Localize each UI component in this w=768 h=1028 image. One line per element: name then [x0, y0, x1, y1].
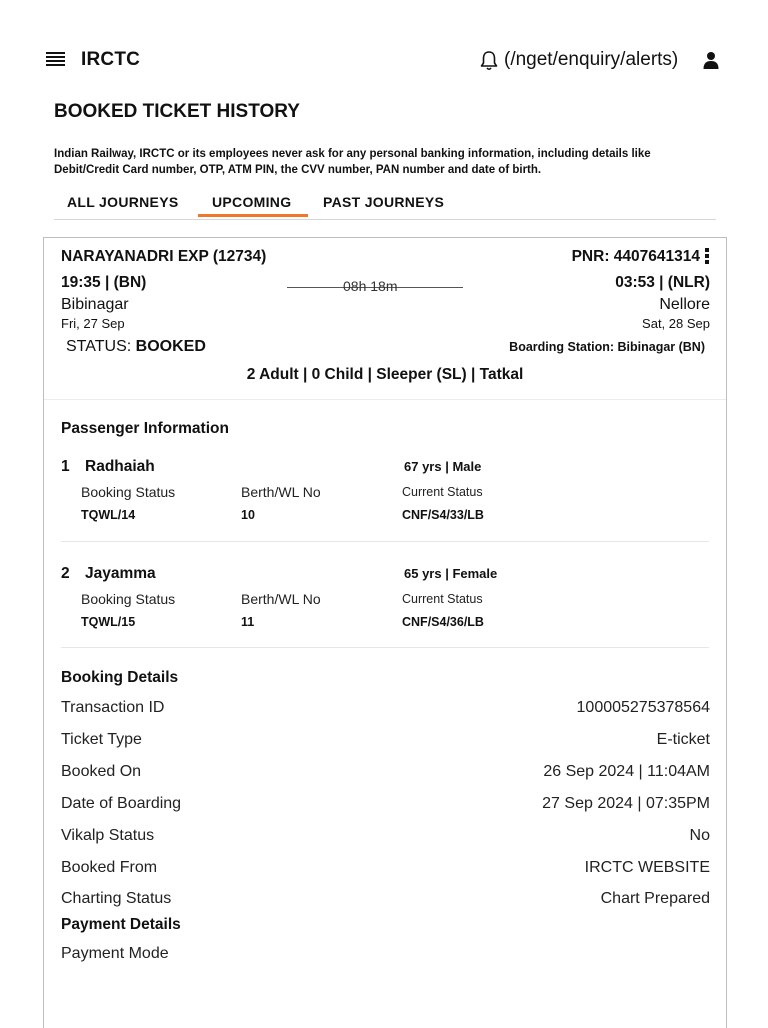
- berth-value: 11: [241, 615, 255, 629]
- detail-label: Booked On: [61, 763, 142, 780]
- arrival-date: Sat, 28 Sep: [642, 316, 710, 331]
- divider: [61, 647, 709, 648]
- security-notice: Indian Railway, IRCTC or its employees never ask for any personal banking information, including details like Debit/Credit Card number, OTP, ATM PIN, the CVV number, PAN number and date of birth.: [54, 148, 651, 176]
- passenger-age-gender: 67 yrs | Male: [404, 459, 482, 474]
- user-icon[interactable]: [702, 51, 720, 69]
- booking-status-label: Booking Status: [81, 484, 176, 500]
- payment-details-title: Payment Details: [61, 916, 181, 933]
- top-bar: [0, 38, 768, 82]
- detail-label: Date of Boarding: [61, 795, 182, 812]
- departure-date: Fri, 27 Sep: [61, 316, 125, 331]
- pnr-number: PNR: 4407641314: [571, 248, 700, 265]
- current-status-label: Current Status: [402, 485, 483, 499]
- tab-past-journeys[interactable]: PAST JOURNEYS: [323, 194, 445, 210]
- detail-label: Charting Status: [61, 890, 172, 907]
- from-station: Bibinagar: [61, 296, 129, 313]
- passenger-info-title: Passenger Information: [61, 420, 229, 437]
- transaction-id-value: 100005275378564: [576, 699, 710, 716]
- divider: [44, 399, 726, 400]
- page-title: BOOKED TICKET HISTORY: [54, 101, 300, 122]
- departure-time: 19:35 | (BN): [61, 274, 147, 291]
- journey-tabs: [54, 190, 716, 220]
- more-options-icon[interactable]: [705, 248, 710, 266]
- brand-logo-text[interactable]: IRCTC: [81, 49, 141, 70]
- current-status-value: CNF/S4/36/LB: [402, 615, 484, 629]
- booked-on-value: 26 Sep 2024 | 11:04AM: [543, 763, 710, 780]
- booking-details-title: Booking Details: [61, 669, 179, 686]
- boarding-station: Boarding Station: Bibinagar (BN): [509, 340, 705, 354]
- passenger-name: Radhaiah: [85, 458, 155, 475]
- booking-status-value: TQWL/14: [81, 508, 136, 522]
- passenger-number: 1: [61, 458, 70, 475]
- booking-status-label: Booking Status: [81, 591, 176, 607]
- booked-from-value: IRCTC WEBSITE: [584, 859, 710, 876]
- detail-label: Transaction ID: [61, 699, 165, 716]
- menu-icon[interactable]: [46, 52, 65, 68]
- passenger-number: 2: [61, 565, 70, 582]
- vikalp-status-value: No: [689, 827, 710, 844]
- charting-status-value: Chart Prepared: [600, 890, 710, 907]
- tab-all-journeys[interactable]: ALL JOURNEYS: [67, 194, 179, 210]
- status-value: BOOKED: [135, 338, 206, 355]
- berth-value: 10: [241, 508, 255, 522]
- detail-label: Booked From: [61, 859, 158, 876]
- detail-label: Vikalp Status: [61, 827, 155, 844]
- status-label: STATUS:: [66, 338, 132, 355]
- tab-upcoming[interactable]: UPCOMING: [212, 194, 292, 210]
- passenger-age-gender: 65 yrs | Female: [404, 566, 498, 581]
- passenger-name: Jayamma: [85, 565, 156, 582]
- alerts-link[interactable]: (/nget/enquiry/alerts): [504, 49, 679, 70]
- ticket-type-value: E-ticket: [656, 731, 710, 748]
- current-status-value: CNF/S4/33/LB: [402, 508, 484, 522]
- to-station: Nellore: [659, 296, 710, 313]
- train-name: NARAYANADRI EXP (12734): [61, 248, 267, 265]
- active-tab-indicator: [198, 214, 308, 217]
- current-status-label: Current Status: [402, 592, 483, 606]
- booking-status-value: TQWL/15: [81, 615, 136, 629]
- arrival-time: 03:53 | (NLR): [615, 274, 710, 291]
- ticket-card: [43, 237, 727, 1028]
- ticket-summary: 2 Adult | 0 Child | Sleeper (SL) | Tatkal: [246, 366, 524, 383]
- berth-label: Berth/WL No: [241, 591, 321, 607]
- date-of-boarding-value: 27 Sep 2024 | 07:35PM: [542, 795, 710, 812]
- berth-label: Berth/WL No: [241, 484, 321, 500]
- booking-status: [66, 338, 206, 356]
- bell-icon[interactable]: [479, 50, 499, 72]
- journey-duration: 08h 18m: [343, 278, 398, 294]
- divider: [61, 541, 709, 542]
- detail-label: Ticket Type: [61, 731, 142, 748]
- payment-mode-label: Payment Mode: [61, 945, 169, 962]
